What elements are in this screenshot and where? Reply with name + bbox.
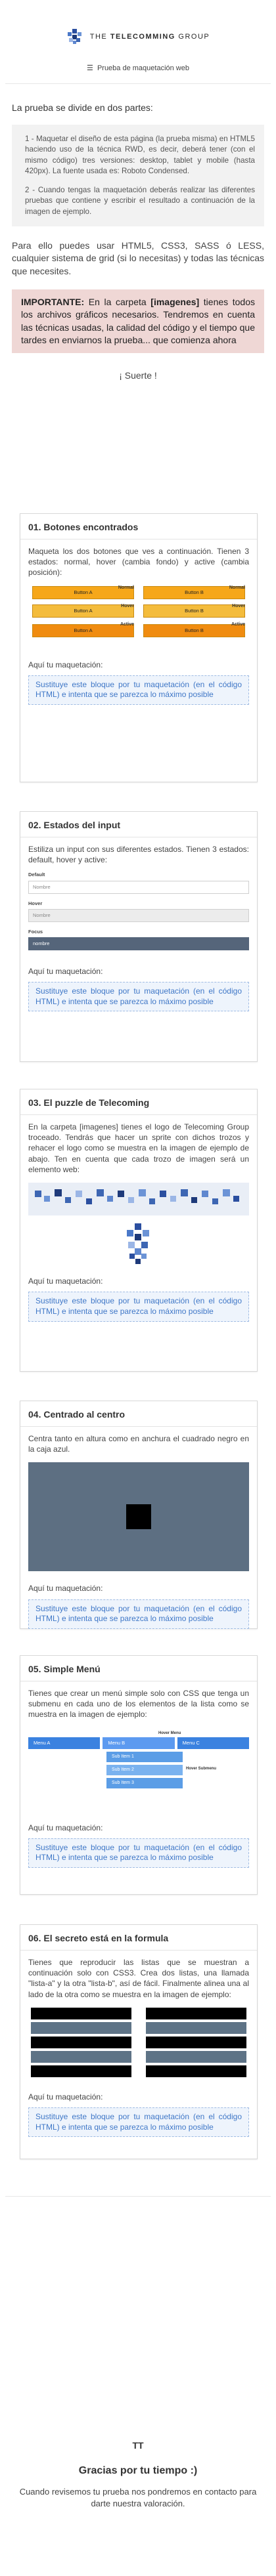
puzzle-pieces-image [28,1181,249,1217]
footer [0,2440,276,2509]
lista-a-item [31,2037,131,2048]
hover-menu-note: Hover Menu [158,1731,181,1735]
exercise-description: Estiliza un input con sus diferentes estados. Tienen 3 estados: default, hover y active: [28,845,249,865]
exercise-description: En la carpeta [imagenes] tienes el logo de Telecoming Group troceado. Tendrás que hacer un sprite con dichos trozos y rehacer el logo como se muestra en la imagen de ejemplo de abajo. Ten en cuenta que cada trozo de imagen será un elemento web: [28,1122,249,1174]
submenu-item[interactable]: Sub Item 3 [106,1778,183,1788]
lista-b-item [146,2008,246,2019]
nav-title[interactable]: ☰ Prueba de maquetación web [87,64,189,72]
your-layout-label: Aquí tu maquetación: [28,1823,103,1832]
your-layout-label: Aquí tu maquetación: [28,1584,103,1594]
exercise-description: Tienes que reproducir las listas que se muestran a continuación solo con CSS3. Crea dos listas, una llamada "lista-a" y la otra "lista-b", así de fácil. Finalmente alinea una al lado de la otra como se muestra en la imagen de ejemplo: [28,1958,249,1999]
exercise-title: 03. El puzzle de Telecoming [20,1089,257,1115]
placeholder-block: Sustituye este bloque por tu maquetación (en el código HTML) e intenta que se parezca lo máximo posible [28,982,249,1011]
placeholder-block: Sustituye este bloque por tu maquetación (en el código HTML) e intenta que se parezca lo máximo posible [28,1838,249,1868]
exercise-title: 05. Simple Menú [20,1656,257,1681]
button-a-active[interactable]: Button A [32,624,134,637]
footer-logo: TT [132,2440,144,2451]
placeholder-block: Sustituye este bloque por tu maquetación (en el código HTML) e intenta que se parezca lo máximo posible [28,675,249,705]
menu-bar [28,1737,249,1749]
your-layout-label: Aquí tu maquetación: [28,660,103,669]
input-focus[interactable] [28,937,249,950]
header [0,0,276,72]
brand-name: THE TELECOMMING GROUP [89,33,210,41]
menu-example [28,1728,249,1813]
menu-item-b[interactable]: Menu B [103,1737,174,1749]
submenu-item[interactable]: Sub Item 1 [106,1752,183,1762]
input-state-label: Focus [28,928,43,935]
state-label: Active [120,622,134,627]
thanks-text: Gracias por tu tiempo :) [78,2465,198,2476]
blue-box [28,1462,249,1571]
exercise-title: 01. Botones encontrados [20,514,257,539]
state-label: Hover [232,603,245,608]
intro-parts-box [12,125,264,226]
menu-item-a[interactable]: Menu A [28,1737,100,1749]
state-label: Active [231,622,245,627]
state-label: Normal [229,585,245,590]
lista-b-item [146,2051,246,2063]
lista-b-item [146,2022,246,2034]
review-text: Cuando revisemos tu prueba nos pondremos en contacto para darte nuestra valoración. [19,2487,257,2508]
divider [5,2196,271,2197]
black-square [126,1504,151,1529]
exercise-title: 02. Estados del input [20,812,257,837]
input-hover[interactable] [28,909,249,922]
exercise-description: Maqueta los dos botones que ves a continuación. Tienen 3 estados: normal, hover (cambia fondo) y active (cambia posición): [28,547,249,578]
input-state-label: Hover [28,900,43,906]
good-luck: ¡ Suerte ! [119,370,157,381]
your-layout-label: Aquí tu maquetación: [28,966,103,976]
hover-submenu-note: Hover Submenu [186,1766,217,1771]
logo[interactable] [0,29,276,45]
buttons-example [32,583,245,637]
assembled-cube-logo [28,1222,249,1264]
placeholder-block: Sustituye este bloque por tu maquetación (en el código HTML) e intenta que se parezca lo máximo posible [28,2107,249,2137]
exercise-card-5 [20,1655,258,1895]
input-default[interactable] [28,881,249,894]
intro-part-1: 1 - Maquetar el diseño de esta página (la prueba misma) en HTML5 haciendo uso de la técnica RWD, es decir, deberá tener (con el mismo código) tres versiones: desktop, tablet y mobile (hasta 420px). La fuente usada es: Roboto Condensed. [25,135,255,176]
exercise-card-3 [20,1089,258,1372]
intro-tech: Para ello puedes usar HTML5, CSS3, SASS ó LESS, cualquier sistema de grid (si lo necesitas) y todas las técnicas que necesites. [12,240,264,276]
menu-item-c[interactable]: Menu C [177,1737,249,1749]
important-note: IMPORTANTE: En la carpeta [imagenes] tienes todos los archivos gráficos necesarios. Tendremos en cuenta las técnicas usadas, la calidad del código y el tiempo que tardes en enviarnos la prueba... que comienza ahora [12,289,264,353]
exercise-card-2 [20,811,258,1062]
state-label: Normal [118,585,134,590]
intro-lead: La prueba se divide en dos partes: [12,102,153,113]
button-b-hover[interactable]: Button B [143,604,245,618]
exercise-card-1 [20,513,258,782]
exercise-description: Centra tanto en altura como en anchura el cuadrado negro en la caja azul. [28,1434,249,1454]
submenu-item[interactable]: Sub Item 2 [106,1765,183,1775]
lista-b-item [146,2037,246,2048]
your-layout-label: Aquí tu maquetación: [28,2092,103,2101]
telecoming-cube-icon [66,29,83,45]
exercise-title: 04. Centrado al centro [20,1401,257,1427]
lista-a-item [31,2051,131,2063]
button-a-hover[interactable]: Button A [32,604,134,618]
lists-example [28,2008,249,2077]
lista-a-item [31,2008,131,2019]
lista-b-item [146,2065,246,2077]
exercise-description: Tienes que crear un menú simple solo con CSS que tenga un submenu en cada uno de los elementos de la lista como se muestra en la imagen de ejemplo: [28,1689,249,1720]
exercise-card-6 [20,1924,258,2159]
placeholder-block: Sustituye este bloque por tu maquetación (en el código HTML) e intenta que se parezca lo máximo posible [28,1599,249,1629]
menu-icon[interactable]: ☰ [87,64,93,72]
your-layout-label: Aquí tu maquetación: [28,1277,103,1286]
button-b-normal[interactable]: Button B [143,586,245,599]
exercise-title: 06. El secreto está en la formula [20,1925,257,1951]
exercise-card-4 [20,1401,258,1629]
state-label: Hover [121,603,134,608]
intro-part-2: 2 - Cuando tengas la maquetación deberás realizar las diferentes pruebas que contiene y escribir el resultado a continuación de la imagen de ejemplo. [25,185,255,216]
button-b-active[interactable]: Button B [143,624,245,637]
divider [5,83,271,84]
button-a-normal[interactable]: Button A [32,586,134,599]
intro-section [0,102,276,381]
placeholder-block: Sustituye este bloque por tu maquetación (en el código HTML) e intenta que se parezca lo máximo posible [28,1292,249,1321]
submenu [106,1752,183,1791]
input-state-label: Default [28,872,45,878]
lista-a-item [31,2022,131,2034]
lista-a-item [31,2065,131,2077]
